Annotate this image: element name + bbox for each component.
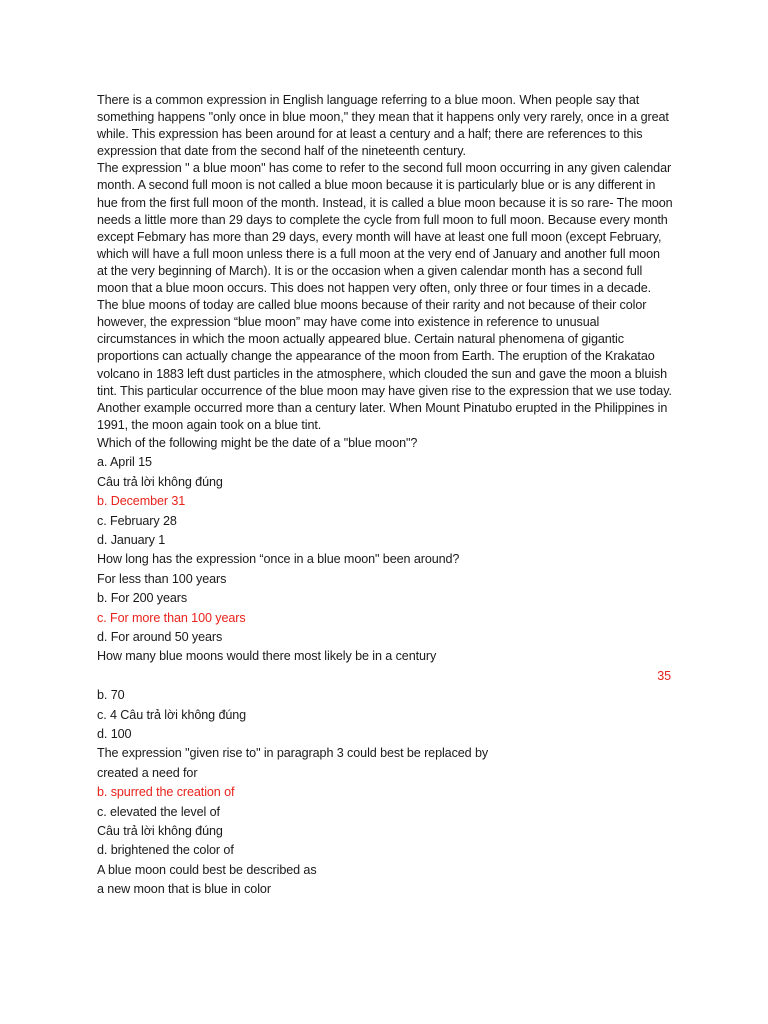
reading-passage — [97, 92, 676, 434]
answer-option: For less than 100 years — [97, 571, 227, 586]
answer-option-highlighted: c. For more than 100 years — [97, 610, 246, 625]
answer-option: c. February 28 — [97, 513, 177, 528]
question-text: How many blue moons would there most likely be in a century — [97, 649, 437, 664]
question-text: Which of the following might be the date of a "blue moon"? — [97, 435, 418, 450]
question-text: How long has the expression “once in a blue moon" been around? — [97, 552, 460, 567]
answer-option-highlighted: b. spurred the creation of — [97, 785, 235, 800]
document-page — [97, 92, 676, 900]
question-2 — [97, 550, 673, 647]
answer-option-highlighted: b. December 31 — [97, 494, 186, 509]
answer-option: d. brightened the color of — [97, 843, 234, 858]
question-text: The expression "given rise to" in paragraph 3 could best be replaced by — [97, 746, 489, 761]
answer-option: d. January 1 — [97, 532, 166, 547]
answer-option: d. 100 — [97, 726, 132, 741]
question-3 — [97, 647, 673, 744]
question-5 — [97, 861, 673, 900]
answer-feedback: Câu trả lời không đúng — [97, 474, 223, 489]
answer-option: c. elevated the level of — [97, 804, 220, 819]
passage-paragraph-1: There is a common expression in English language referring to a blue moon. When people say that something happens "only once in blue moon," they mean that it happens only very rarely, once in a great while. This expression has been around for at least a century and a half; there are references to this expression that date from the second half of the nineteenth century. — [97, 93, 673, 159]
answer-option: created a need for — [97, 765, 198, 780]
question-1 — [97, 434, 673, 550]
answer-feedback: Câu trả lời không đúng — [97, 824, 223, 838]
answer-option-highlighted: 35 — [657, 668, 671, 683]
answer-option: c. 4 Câu trả lời không đúng — [97, 707, 247, 722]
answer-option: b. For 200 years — [97, 591, 188, 606]
answer-option: a. April 15 — [97, 455, 152, 470]
passage-paragraph-3: The blue moons of today are called blue moons because of their rarity and not because of their color however, the expression “blue moon” may have come into existence in reference to unusual circumstances in which the moon actually appeared blue. Certain natural phenomena of gigantic proportions can actually change the appearance of the moon from Earth. The eruption of the Krakatao volcano in 1883 left dust particles in the atmosphere, which clouded the sun and gave the moon a bluish tint. This particular occurrence of the blue moon may have given rise to the expression that we use today. Another example occurred more than a century later. When Mount Pinatubo erupted in the Philippines in 1991, the moon again took on a blue tint. — [97, 298, 675, 432]
answer-option: b. 70 — [97, 688, 125, 703]
question-text: A blue moon could best be described as — [97, 862, 317, 877]
passage-paragraph-2: The expression " a blue moon" has come to refer to the second full moon occurring in any given calendar month. A second full moon is not called a blue moon because it is particularly blue or is any different in hue from the first full moon of the month. Instead, it is called a blue moon because it is so rare- The moon needs a little more than 29 days to complete the cycle from full moon to full moon. Because every month except Febmary has more than 29 days, every month will have at least one full moon (except February, which will have a full moon unless there is a full moon at the very end of January and another full moon at the very beginning of March). It is or the occasion when a given calendar month has a second full moon that a blue moon occurs. This does not happen very often, only three or four times in a decade. — [97, 161, 676, 296]
answer-option: d. For around 50 years — [97, 629, 223, 644]
answer-option: a new moon that is blue in color — [97, 882, 271, 897]
question-4 — [97, 744, 673, 860]
